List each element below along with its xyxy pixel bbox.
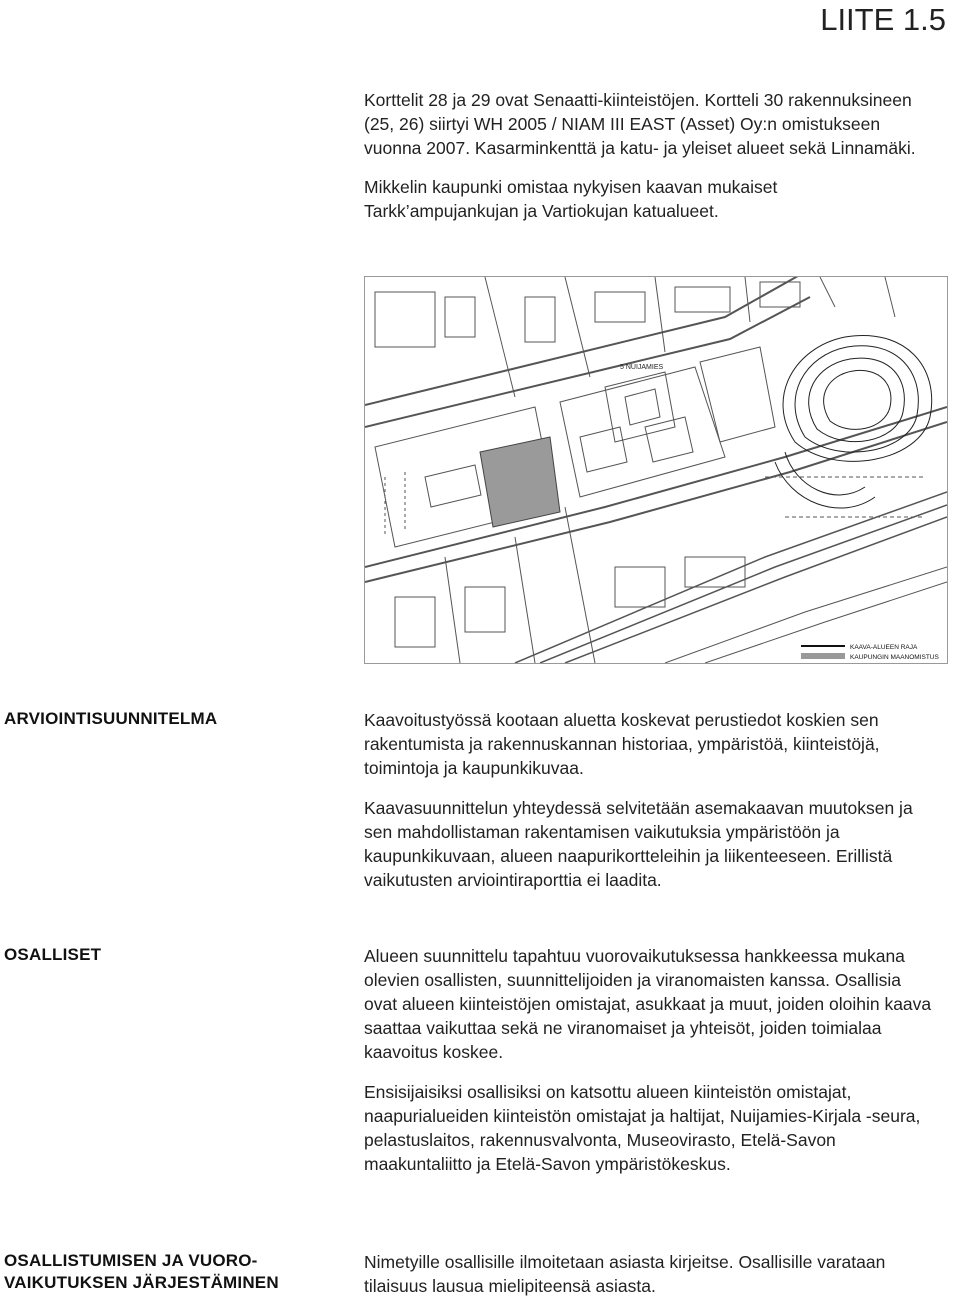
section-heading-participation xyxy=(4,1250,279,1294)
page-header-label: LIITE 1.5 xyxy=(820,2,946,37)
legend-plan-boundary: KAAVA-ALUEEN RAJA xyxy=(850,644,918,651)
section-body-assessment-plan xyxy=(364,708,934,892)
legend-city-land: KAUPUNGIN MAANOMISTUS xyxy=(850,654,939,661)
intro-paragraph-city-ownership: Mikkelin kaupunki omistaa nykyisen kaavan mukaiset Tarkk’ampujankujan ja Vartiokujan katualueet. xyxy=(364,177,778,221)
map-legend xyxy=(801,644,940,661)
intro-paragraph-ownership: Korttelit 28 ja 29 ovat Senaatti-kiinteistöjen. Kortteli 30 rakennuksineen (25, 26) siirtyi WH 2005 / NIAM III EAST (Asset) Oy:n omistukseen vuonna 2007. Kasarminkenttä ja katu- ja yleiset alueet sekä Linnamäki. xyxy=(364,90,916,158)
map-drawing xyxy=(365,277,947,663)
assessment-paragraph-1: Kaavoitustyössä kootaan aluetta koskevat perustiedot koskien sen rakentumista ja rakennuskannan historiaa, ympäristöä, kiinteistöjä, toimintoja ja kaupunkikuvaa. xyxy=(364,710,880,778)
participation-heading-line-1: OSALLISTUMISEN JA VUORO- xyxy=(4,1251,258,1270)
participation-paragraph-1: Nimetyille osallisille ilmoitetaan asiasta kirjeitse. Osallisille varataan tilaisuus lausua mielipiteensä asiasta. xyxy=(364,1252,886,1296)
section-heading-stakeholders: OSALLISET xyxy=(4,945,102,964)
assessment-paragraph-2: Kaavasuunnittelun yhteydessä selvitetään asemakaavan muutoksen ja sen mahdollistaman rakentamisen vaikutuksia ympäristöön ja kaupunkikuvaan, alueen naapurikortteleihin ja liikenteeseen. Erillistä vaikutusten arviointiraporttia ei laadita. xyxy=(364,798,913,890)
stakeholders-paragraph-1: Alueen suunnittelu tapahtuu vuorovaikutuksessa hankkeessa mukana olevien osallisten, suunnittelijoiden ja viranomaisten kanssa. Osallisia ovat alueen kiinteistöjen omistajat, asukkaat ja muut, joiden oloihin kaava saattaa vaikuttaa sekä ne viranomaiset ja yhteisöt, joiden toimialaa kaavoitus koskee. xyxy=(364,946,932,1062)
stakeholders-paragraph-2: Ensisijaisiksi osallisiksi on katsottu alueen kiinteistön omistajat, naapurialueiden kiinteistön omistajat ja haltijat, Nuijamies-Kirjala -seura, pelastuslaitos, rakennusvalvonta, Museovirasto, Etelä-Savon maakuntaliitto ja Etelä-Savon ympäristökeskus. xyxy=(364,1082,921,1174)
map-area-label: 5 NUIJAMIES xyxy=(620,364,664,371)
section-body-stakeholders xyxy=(364,944,934,1176)
section-body-participation xyxy=(364,1250,934,1298)
participation-heading-line-2: VAIKUTUKSEN JÄRJESTÄMINEN xyxy=(4,1273,279,1292)
zoning-map xyxy=(364,276,948,664)
intro-text xyxy=(364,88,924,238)
section-heading-assessment-plan: ARVIOINTISUUNNITELMA xyxy=(4,709,218,728)
